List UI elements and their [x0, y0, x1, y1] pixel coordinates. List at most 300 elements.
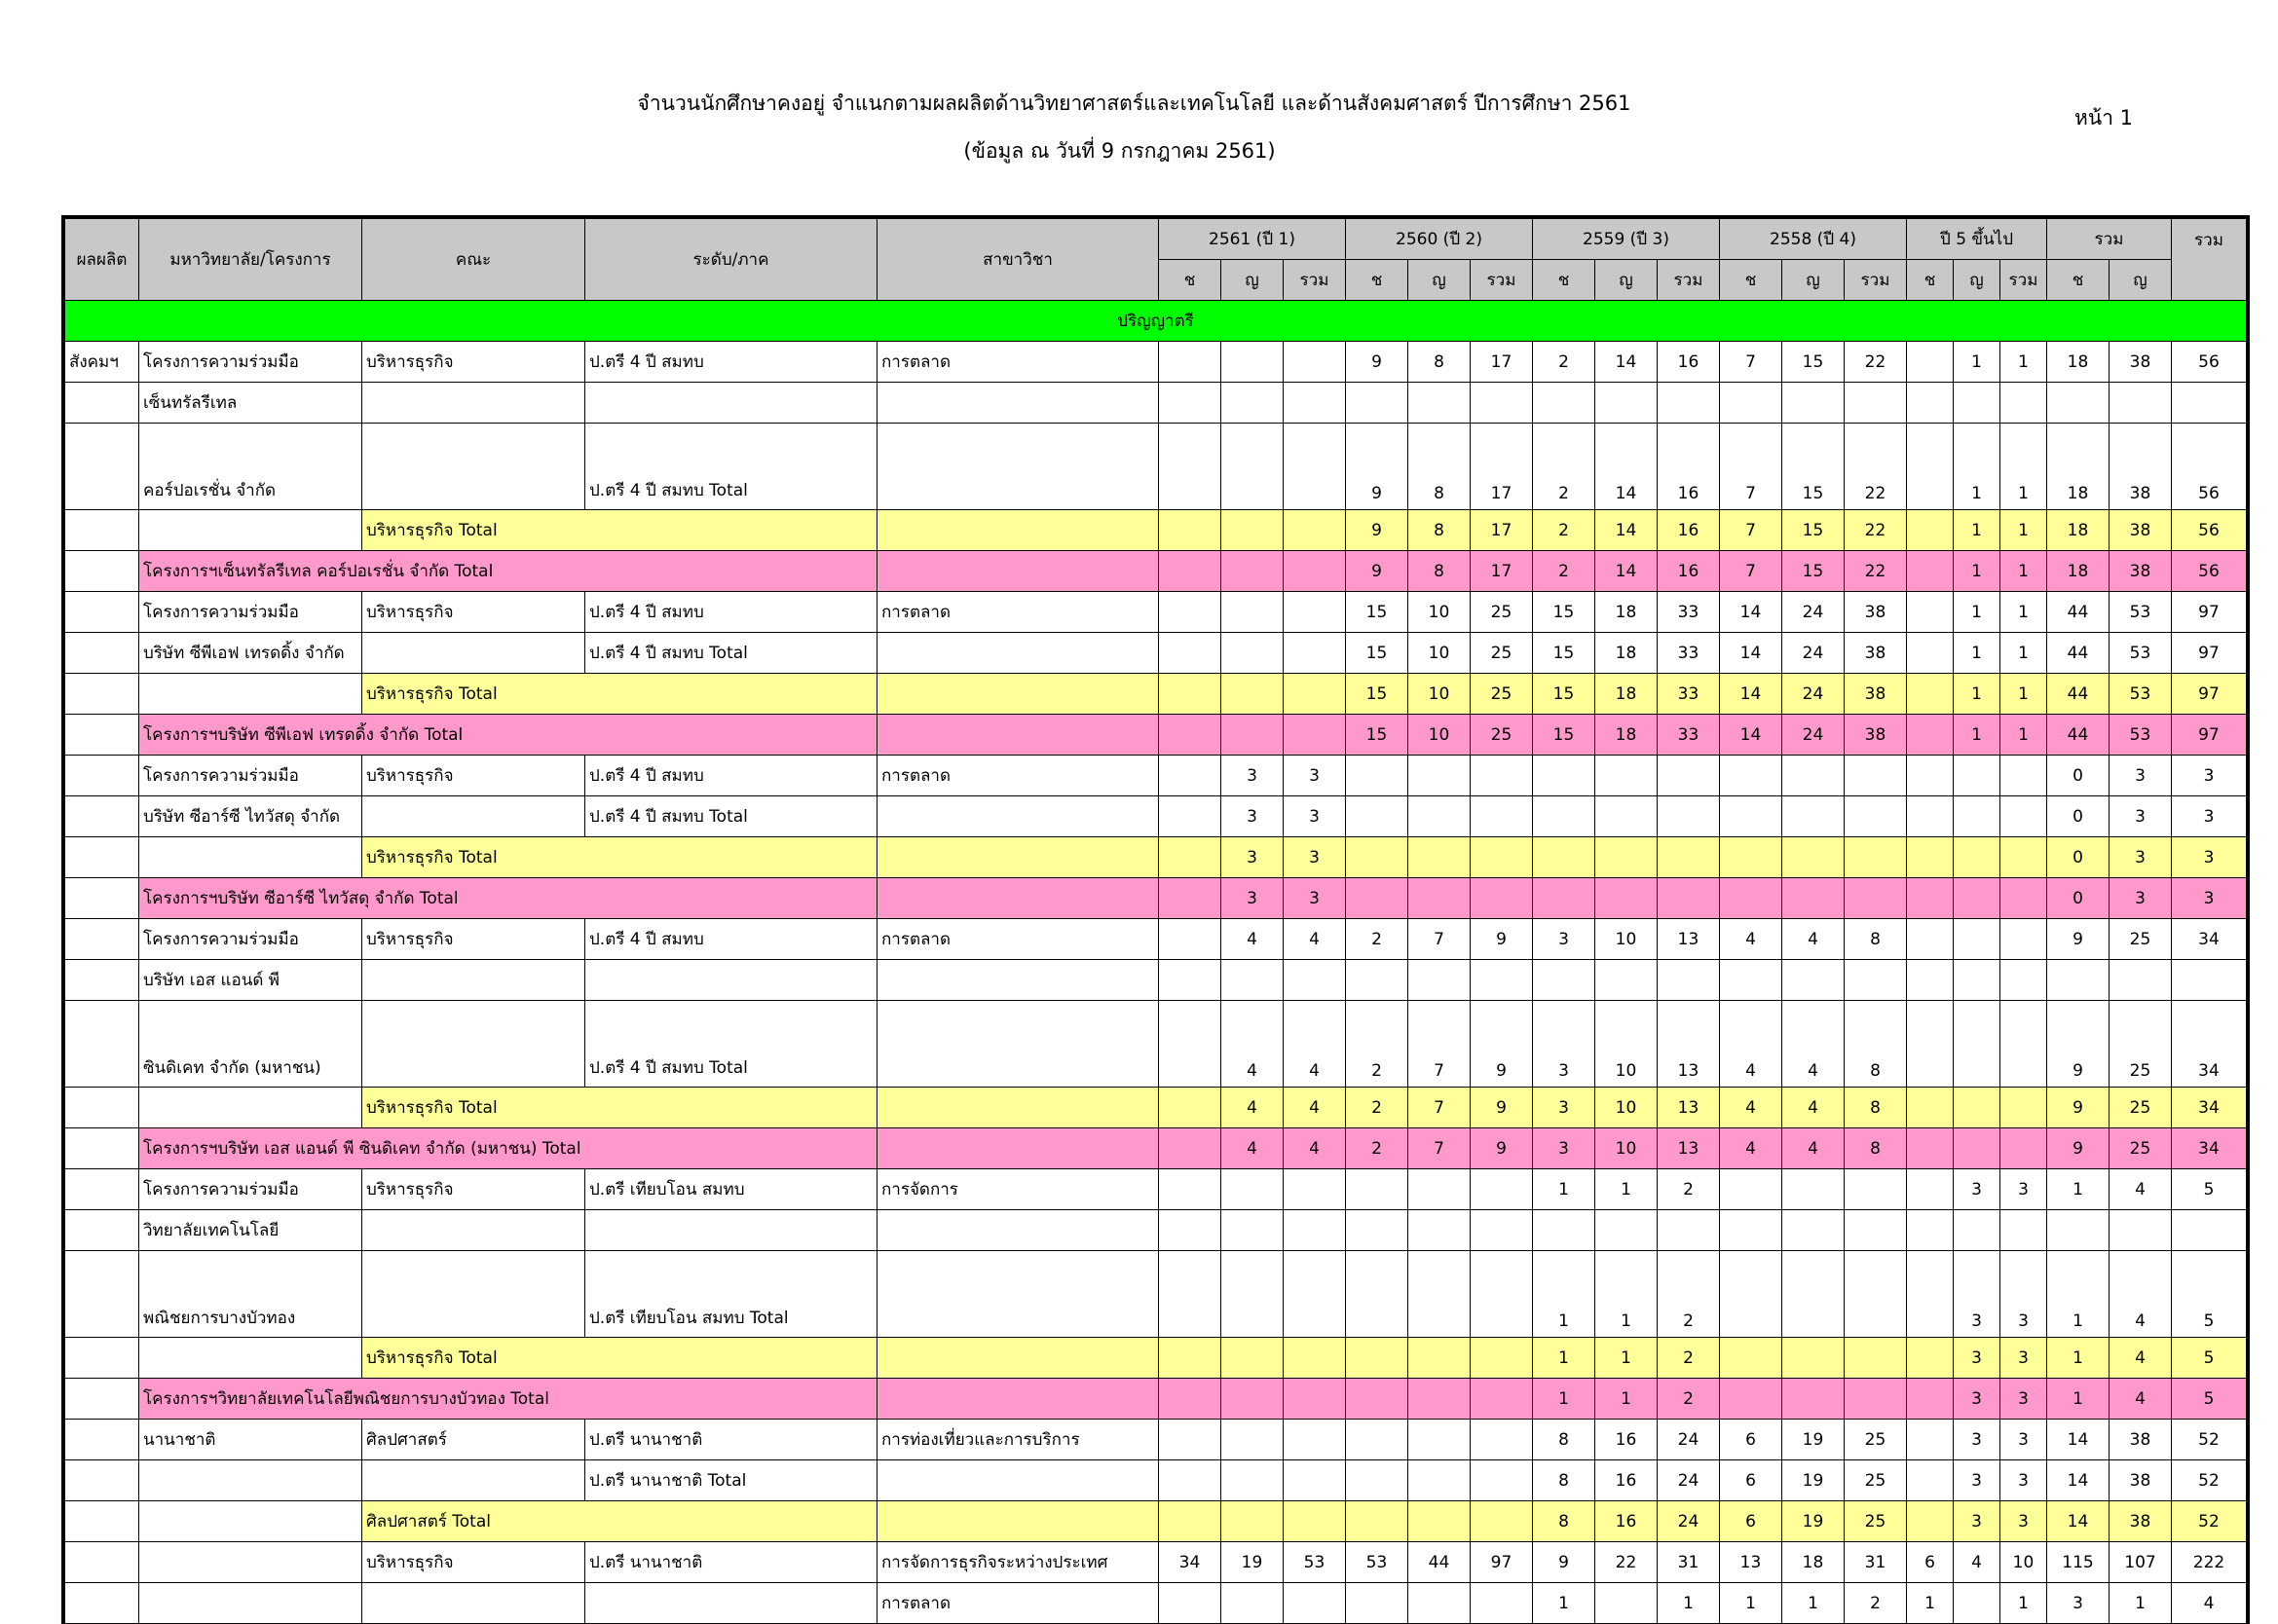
cell-value: 3	[2172, 796, 2247, 837]
cell-major	[878, 837, 1159, 878]
cell-value	[1595, 837, 1658, 878]
cell-value: 2	[1346, 1001, 1408, 1088]
col-male-5: ช	[1907, 260, 1954, 301]
cell-value: 3	[1954, 1501, 2000, 1542]
cell-value	[1845, 1251, 1907, 1338]
cell-value	[1346, 383, 1408, 424]
cell-value	[1471, 1338, 1533, 1379]
cell-value: 8	[1845, 1001, 1907, 1088]
cell-university	[139, 837, 362, 878]
cell-value	[2110, 960, 2172, 1001]
cell-value: 15	[1782, 424, 1845, 510]
cell-value	[1408, 796, 1471, 837]
cell-value	[1595, 383, 1658, 424]
cell-total-label: โครงการฯวิทยาลัยเทคโนโลยีพณิชยการบางบัวทอง Total	[139, 1379, 878, 1420]
cell-value: 9	[2047, 1001, 2110, 1088]
cell-value: 14	[1595, 342, 1658, 383]
rows.15.output	[65, 1001, 139, 1088]
cell-value	[1782, 1169, 1845, 1210]
rows.18.output	[65, 1169, 139, 1210]
cell-value	[2047, 383, 2110, 424]
cell-level	[585, 960, 878, 1001]
table-row	[65, 1460, 2247, 1501]
cell-faculty: ศิลปศาสตร์	[362, 1420, 585, 1460]
cell-value	[1221, 1210, 1284, 1251]
cell-value: 3	[1533, 1088, 1595, 1128]
cell-value	[1533, 383, 1595, 424]
cell-value	[1533, 878, 1595, 919]
cell-value	[1408, 756, 1471, 796]
cell-value	[1284, 674, 1346, 715]
cell-level	[585, 1583, 878, 1624]
cell-university	[139, 1338, 362, 1379]
cell-value	[1658, 796, 1720, 837]
cell-value	[1346, 837, 1408, 878]
cell-value: 13	[1720, 1542, 1782, 1583]
cell-value: 53	[2110, 674, 2172, 715]
cell-value: 3	[1284, 878, 1346, 919]
col-female-3: ญ	[1595, 260, 1658, 301]
table-row	[65, 1379, 2247, 1420]
cell-value: 4	[1782, 1001, 1845, 1088]
cell-value	[1782, 878, 1845, 919]
cell-value: 25	[1471, 674, 1533, 715]
rows.1.output	[65, 383, 139, 424]
cell-faculty	[362, 1001, 585, 1088]
cell-value	[1159, 1501, 1221, 1542]
cell-value	[1658, 756, 1720, 796]
cell-value	[1845, 878, 1907, 919]
cell-value	[1907, 633, 1954, 674]
cell-value	[1284, 424, 1346, 510]
cell-value: 3	[1954, 1169, 2000, 1210]
cell-value: 1	[1954, 592, 2000, 633]
cell-value	[1782, 1251, 1845, 1338]
cell-value	[1845, 1338, 1907, 1379]
cell-value: 1	[2000, 342, 2047, 383]
cell-value: 3	[1284, 837, 1346, 878]
rows.9.output	[65, 756, 139, 796]
page-number: หน้า 1	[2074, 106, 2134, 129]
cell-value: 44	[2047, 633, 2110, 674]
cell-level: ป.ตรี 4 ปี สมทบ	[585, 592, 878, 633]
cell-value	[1907, 1169, 1954, 1210]
cell-value	[1159, 1251, 1221, 1338]
cell-value	[1346, 960, 1408, 1001]
cell-value: 19	[1221, 1542, 1284, 1583]
cell-value: 9	[1346, 551, 1408, 592]
cell-faculty: บริหารธุรกิจ	[362, 1542, 585, 1583]
cell-value: 10	[1595, 1088, 1658, 1128]
cell-value: 44	[2047, 715, 2110, 756]
cell-value: 1	[2000, 510, 2047, 551]
col-male-4: ช	[1720, 260, 1782, 301]
cell-value: 4	[1284, 1088, 1346, 1128]
cell-university: บริษัท ซีพีเอฟ เทรดดิ้ง จำกัด	[139, 633, 362, 674]
cell-value: 14	[1720, 633, 1782, 674]
cell-value: 56	[2172, 424, 2247, 510]
col-female-2: ญ	[1408, 260, 1471, 301]
cell-value	[1284, 1169, 1346, 1210]
cell-value	[2000, 1128, 2047, 1169]
cell-value: 2	[1658, 1169, 1720, 1210]
cell-value: 1	[2000, 551, 2047, 592]
cell-value: 4	[1221, 919, 1284, 960]
rows.2.output	[65, 424, 139, 510]
cell-total-label: ศิลปศาสตร์ Total	[362, 1501, 878, 1542]
cell-value	[1408, 1169, 1471, 1210]
cell-value: 25	[1845, 1501, 1907, 1542]
cell-value: 10	[2000, 1542, 2047, 1583]
cell-value: 24	[1658, 1460, 1720, 1501]
cell-value	[1284, 1210, 1346, 1251]
cell-value: 1	[1720, 1583, 1782, 1624]
cell-value: 44	[2047, 674, 2110, 715]
cell-value: 9	[1471, 919, 1533, 960]
cell-value: 3	[2000, 1501, 2047, 1542]
cell-value	[1471, 1169, 1533, 1210]
cell-value	[1408, 1251, 1471, 1338]
cell-value: 3	[1533, 919, 1595, 960]
cell-value: 25	[1471, 592, 1533, 633]
cell-output	[65, 1128, 139, 1169]
cell-value: 1	[2000, 674, 2047, 715]
cell-university	[139, 674, 362, 715]
rows.0.output: สังคมฯ	[65, 342, 139, 383]
cell-total-label: บริหารธุรกิจ Total	[362, 674, 878, 715]
col-subtotal-2: รวม	[1471, 260, 1533, 301]
cell-value: 24	[1658, 1501, 1720, 1542]
cell-value: 1	[1533, 1251, 1595, 1338]
cell-value	[1471, 796, 1533, 837]
cell-value: 4	[1782, 1128, 1845, 1169]
cell-value: 4	[2110, 1251, 2172, 1338]
cell-value: 18	[2047, 424, 2110, 510]
cell-value: 1	[1658, 1583, 1720, 1624]
cell-value: 38	[1845, 715, 1907, 756]
col-sum-female: ญ	[2110, 260, 2172, 301]
cell-value	[2172, 1210, 2247, 1251]
cell-value	[1221, 424, 1284, 510]
cell-value: 34	[2172, 919, 2247, 960]
cell-level: ป.ตรี เทียบโอน สมทบ Total	[585, 1251, 878, 1338]
cell-value: 3	[1284, 796, 1346, 837]
cell-major: การตลาด	[878, 1583, 1159, 1624]
cell-value: 38	[1845, 633, 1907, 674]
cell-value	[1284, 551, 1346, 592]
cell-value	[1720, 756, 1782, 796]
cell-faculty	[362, 633, 585, 674]
cell-value: 1	[2000, 424, 2047, 510]
cell-major: การตลาด	[878, 592, 1159, 633]
cell-value	[1159, 960, 1221, 1001]
cell-value: 44	[1408, 1542, 1471, 1583]
cell-value	[1221, 342, 1284, 383]
cell-value	[1408, 960, 1471, 1001]
cell-major	[878, 1088, 1159, 1128]
cell-value: 3	[2172, 837, 2247, 878]
cell-value	[1408, 1420, 1471, 1460]
cell-value: 14	[2047, 1501, 2110, 1542]
cell-value	[1907, 837, 1954, 878]
cell-value	[1284, 1583, 1346, 1624]
cell-level: ป.ตรี นานาชาติ Total	[585, 1460, 878, 1501]
cell-value	[1471, 1210, 1533, 1251]
cell-value	[1471, 1501, 1533, 1542]
cell-value: 3	[2110, 796, 2172, 837]
cell-value	[1907, 919, 1954, 960]
cell-value: 9	[2047, 1128, 2110, 1169]
rows.27.output	[65, 1583, 139, 1624]
cell-value: 18	[1595, 592, 1658, 633]
cell-value	[1954, 1210, 2000, 1251]
cell-value: 1	[1595, 1379, 1658, 1420]
cell-value: 97	[2172, 633, 2247, 674]
cell-value: 18	[1595, 715, 1658, 756]
cell-value: 1	[2047, 1251, 2110, 1338]
cell-value	[1221, 1169, 1284, 1210]
cell-major	[878, 1501, 1159, 1542]
cell-value: 25	[1845, 1420, 1907, 1460]
table-row	[65, 633, 2247, 674]
cell-value: 14	[2047, 1460, 2110, 1501]
cell-value	[1159, 1583, 1221, 1624]
cell-value: 97	[1471, 1542, 1533, 1583]
cell-faculty	[362, 960, 585, 1001]
cell-value	[1346, 1379, 1408, 1420]
cell-value	[1159, 1338, 1221, 1379]
cell-value	[1720, 1379, 1782, 1420]
cell-value: 15	[1346, 633, 1408, 674]
cell-major	[878, 1379, 1159, 1420]
cell-value	[1408, 878, 1471, 919]
cell-major	[878, 1128, 1159, 1169]
table-row	[65, 1420, 2247, 1460]
cell-value	[1159, 342, 1221, 383]
section-label: ปริญญาตรี	[65, 301, 2247, 342]
cell-value: 97	[2172, 674, 2247, 715]
cell-total-label: บริหารธุรกิจ Total	[362, 837, 878, 878]
cell-value: 5	[2172, 1169, 2247, 1210]
cell-value	[1907, 1001, 1954, 1088]
cell-value	[2172, 960, 2247, 1001]
cell-value: 38	[2110, 510, 2172, 551]
cell-faculty	[362, 1583, 585, 1624]
cell-value: 25	[2110, 1128, 2172, 1169]
cell-value	[2110, 383, 2172, 424]
cell-major	[878, 960, 1159, 1001]
cell-value: 14	[2047, 1420, 2110, 1460]
cell-value	[1221, 633, 1284, 674]
cell-faculty	[362, 424, 585, 510]
cell-value: 25	[2110, 1001, 2172, 1088]
cell-value	[1221, 510, 1284, 551]
cell-value: 1	[1533, 1338, 1595, 1379]
cell-value: 13	[1658, 1088, 1720, 1128]
cell-value: 19	[1782, 1501, 1845, 1542]
cell-value: 4	[1720, 1001, 1782, 1088]
cell-value: 2	[1533, 424, 1595, 510]
cell-value: 2	[1533, 510, 1595, 551]
cell-value: 1	[1954, 551, 2000, 592]
cell-value	[1907, 592, 1954, 633]
cell-value: 24	[1782, 674, 1845, 715]
cell-value	[1782, 756, 1845, 796]
cell-value: 1	[2047, 1379, 2110, 1420]
cell-value: 3	[2172, 878, 2247, 919]
table-row	[65, 796, 2247, 837]
table-row	[65, 1001, 2247, 1088]
col-level: ระดับ/ภาค	[585, 219, 878, 301]
cell-value: 14	[1720, 674, 1782, 715]
cell-value: 38	[2110, 551, 2172, 592]
cell-value	[1284, 383, 1346, 424]
cell-value: 4	[1720, 919, 1782, 960]
cell-value: 5	[2172, 1251, 2247, 1338]
cell-value: 4	[1221, 1128, 1284, 1169]
cell-value: 4	[1284, 1001, 1346, 1088]
cell-value	[1954, 1583, 2000, 1624]
table-row	[65, 1169, 2247, 1210]
cell-value	[1284, 1420, 1346, 1460]
table-row	[65, 715, 2247, 756]
cell-value: 97	[2172, 592, 2247, 633]
cell-value: 16	[1595, 1460, 1658, 1501]
cell-value: 4	[2172, 1583, 2247, 1624]
cell-value	[1533, 1210, 1595, 1251]
cell-value: 1	[2110, 1583, 2172, 1624]
cell-value	[1907, 510, 1954, 551]
cell-value	[1720, 837, 1782, 878]
cell-value	[1907, 1210, 1954, 1251]
cell-value: 19	[1782, 1460, 1845, 1501]
cell-value	[1159, 633, 1221, 674]
cell-value: 7	[1720, 551, 1782, 592]
cell-value	[1471, 1420, 1533, 1460]
cell-value: 1	[1595, 1169, 1658, 1210]
cell-value: 25	[2110, 919, 2172, 960]
cell-value	[1284, 715, 1346, 756]
cell-value: 2	[1533, 551, 1595, 592]
cell-value: 1	[2000, 715, 2047, 756]
cell-university	[139, 510, 362, 551]
cell-total-label: โครงการฯบริษัท เอส แอนด์ พี ซินดิเคท จำกัด (มหาชน) Total	[139, 1128, 878, 1169]
cell-value: 8	[1533, 1420, 1595, 1460]
cell-value: 16	[1595, 1420, 1658, 1460]
cell-value: 18	[1595, 633, 1658, 674]
cell-major: การตลาด	[878, 919, 1159, 960]
cell-value: 0	[2047, 878, 2110, 919]
cell-major	[878, 1460, 1159, 1501]
cell-value: 4	[1782, 919, 1845, 960]
cell-output	[65, 510, 139, 551]
cell-university: บริษัท เอส แอนด์ พี	[139, 960, 362, 1001]
cell-value	[1159, 592, 1221, 633]
cell-value	[2000, 796, 2047, 837]
cell-value: 3	[1954, 1338, 2000, 1379]
cell-value	[1159, 1460, 1221, 1501]
cell-major	[878, 551, 1159, 592]
rows.5.output	[65, 592, 139, 633]
cell-value: 38	[1845, 592, 1907, 633]
cell-level: ป.ตรี 4 ปี สมทบ	[585, 756, 878, 796]
cell-value	[2000, 837, 2047, 878]
cell-value	[1346, 1420, 1408, 1460]
cell-value	[1346, 1460, 1408, 1501]
cell-value: 38	[2110, 424, 2172, 510]
col-total: รวม	[2172, 219, 2247, 301]
cell-faculty	[362, 383, 585, 424]
cell-value	[1720, 383, 1782, 424]
cell-value	[1907, 1251, 1954, 1338]
cell-level: ป.ตรี 4 ปี สมทบ Total	[585, 796, 878, 837]
cell-value: 6	[1720, 1501, 1782, 1542]
cell-university: โครงการความร่วมมือ	[139, 592, 362, 633]
cell-value	[1907, 1128, 1954, 1169]
table-row	[65, 756, 2247, 796]
cell-value: 56	[2172, 342, 2247, 383]
cell-value: 3	[2000, 1379, 2047, 1420]
cell-university: นานาชาติ	[139, 1420, 362, 1460]
col-sum-group: รวม	[2047, 219, 2172, 260]
cell-value	[1845, 1379, 1907, 1420]
cell-value: 25	[1471, 715, 1533, 756]
cell-value	[1720, 960, 1782, 1001]
cell-value	[1346, 756, 1408, 796]
cell-value	[2000, 960, 2047, 1001]
cell-value: 3	[2110, 878, 2172, 919]
cell-value: 15	[1346, 715, 1408, 756]
cell-value	[1346, 1501, 1408, 1542]
cell-value	[1346, 1251, 1408, 1338]
cell-value	[1346, 1338, 1408, 1379]
cell-value: 10	[1595, 1001, 1658, 1088]
cell-faculty: บริหารธุรกิจ	[362, 592, 585, 633]
cell-value	[1221, 1501, 1284, 1542]
cell-value: 1	[1954, 342, 2000, 383]
cell-value: 38	[2110, 342, 2172, 383]
cell-output	[65, 551, 139, 592]
table-row	[65, 1251, 2247, 1338]
cell-major	[878, 796, 1159, 837]
cell-output	[65, 878, 139, 919]
cell-value: 9	[1346, 424, 1408, 510]
cell-value	[1159, 383, 1221, 424]
cell-major	[878, 1210, 1159, 1251]
cell-value	[2047, 1210, 2110, 1251]
col-major: สาขาวิชา	[878, 219, 1159, 301]
cell-value	[1221, 383, 1284, 424]
cell-value: 13	[1658, 1001, 1720, 1088]
cell-value: 53	[2110, 715, 2172, 756]
cell-value: 15	[1533, 715, 1595, 756]
cell-value: 16	[1658, 510, 1720, 551]
cell-value: 1	[2000, 633, 2047, 674]
cell-university	[139, 1583, 362, 1624]
cell-value	[1595, 756, 1658, 796]
cell-value: 3	[1954, 1251, 2000, 1338]
cell-total-label: โครงการฯบริษัท ซีพีเอฟ เทรดดิ้ง จำกัด Total	[139, 715, 878, 756]
cell-value: 9	[1346, 510, 1408, 551]
cell-value	[2110, 1210, 2172, 1251]
cell-major: การตลาด	[878, 756, 1159, 796]
cell-value	[1159, 878, 1221, 919]
cell-value	[1159, 756, 1221, 796]
cell-value	[1533, 756, 1595, 796]
cell-value	[1782, 1379, 1845, 1420]
cell-value: 8	[1408, 342, 1471, 383]
cell-value: 9	[1471, 1128, 1533, 1169]
